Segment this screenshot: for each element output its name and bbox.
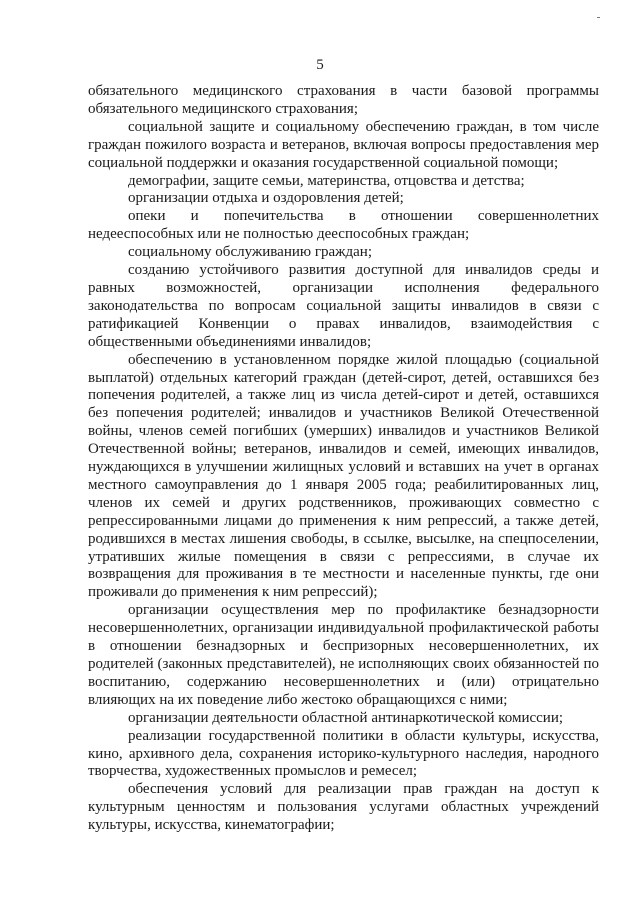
paragraph: организации отдыха и оздоровления детей;: [128, 190, 404, 207]
paragraph: социальному обслуживанию граждан;: [128, 244, 372, 261]
paragraph: обеспечению в установленном порядке жилой площадью (социальной выплатой) отдельных категорий граждан (детей-сирот, детей, оставшихся без попечения родителей, а также лиц из числа детей-сирот и детей, оставшихся без попечения родителей; инвалидов и участников Великой Отечественной войны, членов семей погибших (умерших) инвалидов и участников Великой Отечественной войны; ветеранов, инвалидов и семей, имеющих инвалидов, нуждающихся в улучшении жилищных условий и вставших на учет в органах местного самоуправления до 1 января 2005 года; реабилитированных лиц, членов их семей и других родственников, проживающих совместно с репрессированными лицами до применения к ним репрессий, а также детей, родившихся в местах лишения свободы, в ссылке, высылке, на спецпоселении, утративших жилые помещения в связи с репрессиями, в случае их возвращения для проживания в те местности и населенные пункты, где они проживали до применения к ним репрессий);: [88, 351, 599, 601]
document-body: [88, 83, 599, 835]
paragraph: опеки и попечительства в отношении совершеннолетних недееспособных или не полностью дееспособных граждан;: [88, 208, 599, 243]
paragraph: созданию устойчивого развития доступной для инвалидов среды и равных возможностей, организации исполнения федерального законодательства по вопросам социальной защиты инвалидов в связи с ратификацией Конвенции о правах инвалидов, взаимодействия с общественными объединениями инвалидов;: [88, 262, 599, 350]
paragraph: реализации государственной политики в области культуры, искусства, кино, архивного дела, сохранения историко-культурного наследия, народного творчества, художественных промыслов и ремесел;: [88, 727, 599, 780]
page-number: 5: [316, 57, 324, 73]
paragraph-continuation: обязательного медицинского страхования в части базовой программы обязательного медицинского страхования;: [88, 83, 599, 117]
paragraph: организации осуществления мер по профилактике безнадзорности несовершеннолетних, организации индивидуальной профилактической работы в отношении безнадзорных и беспризорных несовершеннолетних, их родителей (законных представителей), не исполняющих своих обязанностей по воспитанию, содержанию несовершеннолетних и (или) отрицательно влияющих на их поведение либо жестоко обращающихся с ними;: [88, 602, 599, 708]
paragraph: социальной защите и социальному обеспечению граждан, в том числе граждан пожилого возраста и ветеранов, включая вопросы предоставления мер социальной поддержки и оказания государственной социальной помощи;: [88, 118, 599, 171]
scan-mark: [597, 17, 600, 18]
paragraph: демографии, защите семьи, материнства, отцовства и детства;: [128, 172, 525, 189]
paragraph: обеспечения условий для реализации прав граждан на доступ к культурным ценностям и пользования услугами областных учреждений культуры, искусства, кинематографии;: [88, 781, 599, 834]
paragraph: организации деятельности областной антинаркотической комиссии;: [128, 709, 564, 726]
